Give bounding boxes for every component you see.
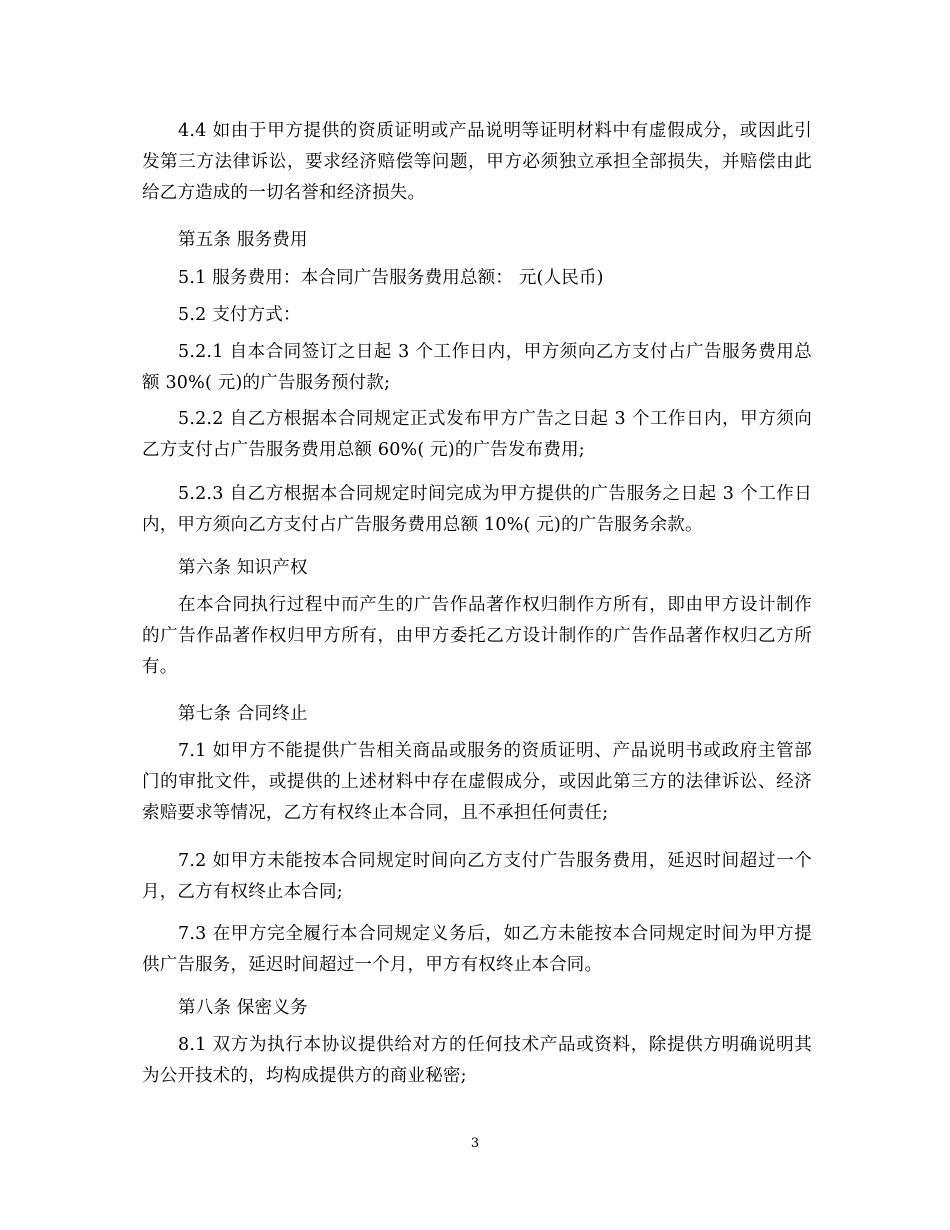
- clause-5-1: 5.1 服务费用：本合同广告服务费用总额： 元(人民币): [178, 268, 604, 288]
- clause-7-2: 7.2 如甲方未能按本合同规定时间向乙方支付广告服务费用，延迟时间超过一个月，乙方有权终止本合同;: [142, 851, 812, 902]
- article-7-heading: 第七条 合同终止: [178, 704, 308, 724]
- article-6-heading: 第六条 知识产权: [178, 558, 308, 578]
- article-8-heading: 第八条 保密义务: [178, 998, 308, 1018]
- article-5-heading: 第五条 服务费用: [178, 230, 308, 250]
- page-number: 3: [470, 1136, 480, 1151]
- clause-7-3: 7.3 在甲方完全履行本合同规定义务后，如乙方未能按本合同规定时间为甲方提供广告服务，延迟时间超过一个月，甲方有权终止本合同。: [142, 924, 812, 975]
- clause-5-2-3: 5.2.3 自乙方根据本合同规定时间完成为甲方提供的广告服务之日起 3 个工作日内，甲方须向乙方支付占广告服务费用总额 10%( 元)的广告服务余款。: [142, 484, 812, 535]
- clause-5-2-2: 5.2.2 自乙方根据本合同规定正式发布甲方广告之日起 3 个工作日内，甲方须向乙方支付占广告服务费用总额 60%( 元)的广告发布费用;: [142, 409, 812, 460]
- clause-5-2: 5.2 支付方式：: [178, 305, 301, 325]
- article-6-body: 在本合同执行过程中而产生的广告作品著作权归制作方所有，即由甲方设计制作的广告作品著作权归甲方所有，由甲方委托乙方设计制作的广告作品著作权归乙方所有。: [142, 595, 812, 677]
- clause-8-1: 8.1 双方为执行本协议提供给对方的任何技术产品或资料，除提供方明确说明其为公开技术的，均构成提供方的商业秘密;: [142, 1035, 812, 1086]
- clause-5-2-1: 5.2.1 自本合同签订之日起 3 个工作日内，甲方须向乙方支付占广告服务费用总额 30%( 元)的广告服务预付款;: [142, 342, 812, 393]
- clause-7-1: 7.1 如甲方不能提供广告相关商品或服务的资质证明、产品说明书或政府主管部门的审批文件，或提供的上述材料中存在虚假成分，或因此第三方的法律诉讼、经济索赔要求等情况，乙方有权终止本合同，且不承担任何责任;: [142, 741, 812, 823]
- clause-4-4: 4.4 如由于甲方提供的资质证明或产品说明等证明材料中有虚假成分，或因此引发第三方法律诉讼，要求经济赔偿等问题，甲方必须独立承担全部损失，并赔偿由此给乙方造成的一切名誉和经济损失。: [142, 121, 812, 203]
